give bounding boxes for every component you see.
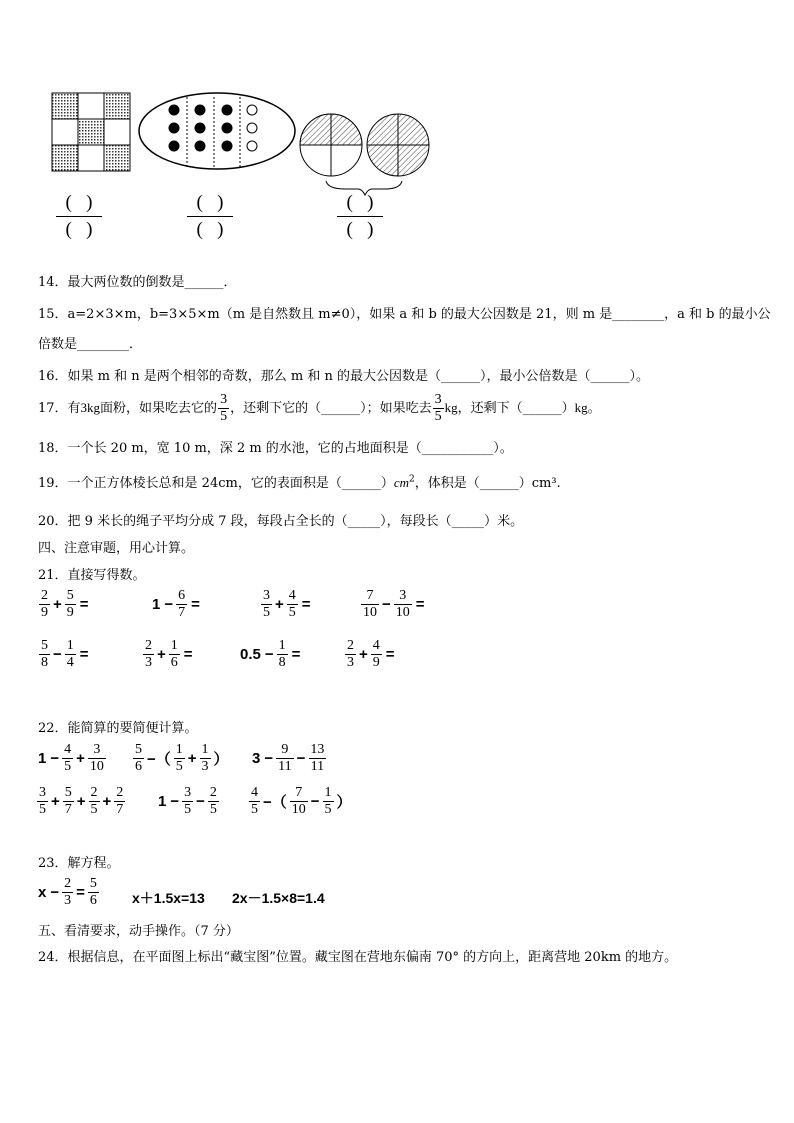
figure-row <box>40 85 460 205</box>
question-24: 24．根据信息，在平面图上标出“藏宝图”位置。藏宝图在营地东偏南 70° 的方向上，距离营地 20km 的地方。 <box>38 950 678 965</box>
q22-item-5: 1 − $\frac{3}{5}$ − $\frac{2}{5}$ <box>158 785 217 817</box>
question-16: 16．如果 m 和 n 是两个相邻的奇数，那么 m 和 n 的最大公因数是（______），最小公倍数是（______）。 <box>38 369 650 384</box>
question-15-line2: 倍数是________． <box>38 337 143 352</box>
question-14: 14．最大两位数的倒数是______． <box>38 275 237 290</box>
question-15-line1: 15．a=2×3×m，b=3×5×m（m 是自然数且 m≠0），如果 a 和 b 的最大公因数是 21，则 m 是________，a 和 b 的最小公 <box>38 307 771 322</box>
question-18: 18．一个长 20 m，宽 10 m，深 2 m 的水池，它的占地面积是（___________）。 <box>38 441 513 456</box>
q21-item-3: $\frac{3}{5}$ + $\frac{4}{5}$ = <box>263 588 311 620</box>
q22-item-1: 1 − $\frac{4}{5}$ + $\frac{3}{10}$ <box>38 742 104 774</box>
q21-item-4: $\frac{7}{10}$ − $\frac{3}{10}$ = <box>363 588 425 620</box>
q22-item-6: $\frac{4}{5}$ −（ $\frac{7}{10}$ − $\frac{1}{5}$ ） <box>251 785 352 817</box>
question-23-title: 23．解方程。 <box>38 856 120 871</box>
q23-eq-2: x＋1.5x=13 <box>132 890 205 906</box>
question-17: 17．有3kg面粉，如果吃去它的 $\frac{3}{5}$ ，还剩下它的（______）；如果吃去 $\frac{3}{5}$ kg，还剩下（______）kg。 <box>38 392 601 424</box>
q23-eq-3: 2x－1.5×8=1.4 <box>232 890 325 906</box>
q23-eq-1: x − $\frac{2}{3}$ = $\frac{5}{6}$ <box>38 876 97 908</box>
q21-item-7: 0.5 − $\frac{1}{8}$ = <box>240 638 301 670</box>
blank-fraction-3[interactable]: ( ) ( ) <box>337 192 383 241</box>
q22-item-2: $\frac{5}{6}$ −（ $\frac{1}{5}$ + $\frac{1}{3}$ ） <box>135 742 229 774</box>
question-21-title: 21．直接写得数。 <box>38 568 146 583</box>
question-19: 19．一个正方体棱长总和是 24cm，它的表面积是$(\_\_\_\_\_\_)cm^2$，体积是（______）cm³. <box>38 474 561 491</box>
circles-figure <box>300 114 429 195</box>
q21-item-5: $\frac{5}{8}$ − $\frac{1}{4}$ = <box>41 638 89 670</box>
q21-item-6: $\frac{2}{3}$ + $\frac{1}{6}$ = <box>145 638 193 670</box>
q21-row2 <box>38 638 758 678</box>
blank-fraction-1[interactable]: ( ) ( ) <box>56 192 102 241</box>
section-5-heading: 五、看清要求，动手操作。（7 分） <box>38 924 239 939</box>
section-4-heading: 四、注意审题，用心计算。 <box>38 541 195 556</box>
question-22-title: 22．能简算的要简便计算。 <box>38 721 198 736</box>
ellipse-dots-figure <box>139 93 295 169</box>
q21-item-1: $\frac{2}{9}$ + $\frac{5}{9}$ = <box>41 588 89 620</box>
q21-row1 <box>38 588 758 628</box>
q23-equations <box>36 876 456 916</box>
checker-square-figure <box>52 93 130 171</box>
q21-item-2: 1 − $\frac{6}{7}$ = <box>152 588 200 620</box>
q22-item-3: 3 − $\frac{9}{11}$ − $\frac{13}{11}$ <box>252 742 325 774</box>
q22-row2 <box>36 785 396 825</box>
q22-item-4: $\frac{3}{5}$ + $\frac{5}{7}$ + $\frac{2}{5}$ + $\frac{2}{7}$ <box>39 785 124 817</box>
q22-row1 <box>36 742 396 782</box>
blank-fraction-2[interactable]: ( ) ( ) <box>187 192 233 241</box>
q21-item-8: $\frac{2}{3}$ + $\frac{4}{9}$ = <box>347 638 395 670</box>
question-20: 20．把 9 米长的绳子平均分成 7 段，每段占全长的（_____），每段长（_____）米。 <box>38 514 524 529</box>
